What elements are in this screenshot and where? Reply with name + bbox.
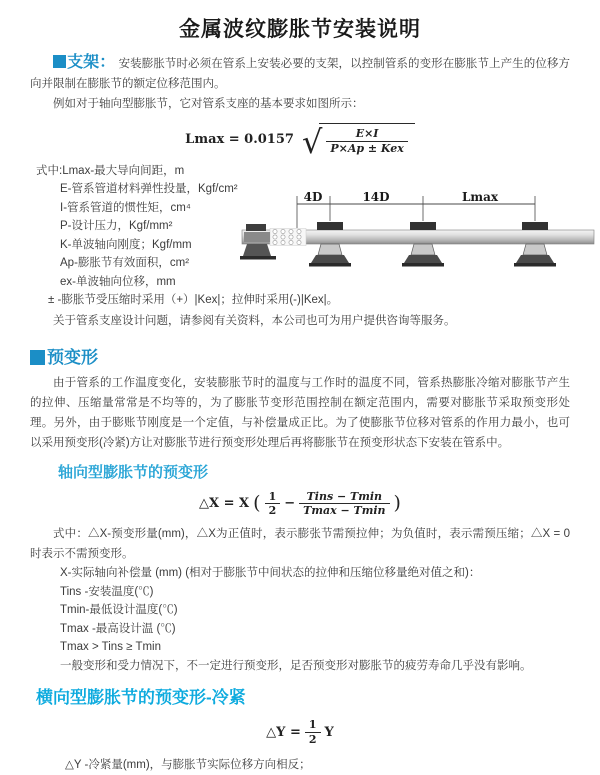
axial-def-line: Tmax > Tins ≥ Tmin [60,641,161,653]
definition-line: ex-单波轴向位移，mm [60,275,176,288]
definition-line: I-管系管道的惯性矩，cm⁴ [60,201,191,214]
support-note-line: 关于管系支座设计问题，请参阅有关资料，本公司也可为用户提供咨询等服务。 [53,314,456,327]
one-half-fraction: $\frac{1}{2}$ [305,718,321,747]
sqrt-symbol-icon: √ [301,122,323,161]
definition-line: K-单波轴向刚度；Kgf/mm [60,238,192,251]
support-intro-text: 安装膨胀节时必须在管系上安装必要的支架，以控制管系的变形在膨胀节上产生的位移方向并限制在膨胀节的额定位移范围内。 [30,58,570,90]
lmax-fraction [326,127,407,156]
dim-label-14d: 14D [362,189,390,204]
support-section-heading: 支架： [53,54,115,71]
axial-def-line: 一般变形和受力情况下，不一定进行预变形，足否预变形对膨胀节的疲劳寿命几乎没有影响。 [60,659,532,672]
axial-subheading: 轴向型膨胀节的预变形 [58,463,209,481]
axial-formula [0,490,600,519]
lmax-formula-prefix: Lmax = 0.0157 [185,131,294,147]
lmax-fraction-numerator: E×I [355,127,379,140]
axial-def-line: X-实际轴向补偿量 (mm) (相对于膨胀节中间状态的拉伸和压缩位移量绝对值之和)： [60,567,481,579]
dim-label-4d: 4D [303,189,323,204]
lateral-formula [0,718,600,747]
support-intro-paragraph [30,53,570,94]
definition-line: ± -膨胀节受压缩时采用（+）|Kex|；拉伸时采用(-)|Kex|。 [48,294,339,306]
page-title: 金属波纹膨胀节安装说明 [179,18,421,41]
lmax-fraction-denominator: P×Ap ± Kex [326,141,407,156]
left-paren: ( [253,491,261,514]
definition-line: Ap-膨胀节有效面积，cm² [60,257,190,269]
definitions-and-diagram [36,162,600,310]
definition-line: 式中:Lmax-最大导向间距，m [36,164,185,177]
axial-def-line: Tmin-最低设计温度(℃) [60,604,178,616]
right-paren: ) [393,491,401,514]
axial-explain-paragraph: 式中：△X-预变形量(mm)，△X为正值时，表示膨张节需预拉伸；为负值时，表示需预压缩；△X = 0时表示不需预变形。 [30,528,570,560]
predeform-section-heading: 预变形 [30,343,600,368]
bellows-icon [270,228,306,245]
lateral-formula-lhs: △Y = [266,724,301,740]
section-square-icon [30,350,45,365]
dim-label-lmax: Lmax [461,189,499,204]
minus-sign: − [284,496,296,512]
support-example-line: 例如对于轴向型膨胀节，它对管系支座的基本要求如图所示： [53,98,364,110]
axial-def-line: Tmax -最高设计温 (℃) [60,622,176,635]
axial-def-line: Tins -安装温度(℃) [60,585,154,598]
section-square-icon [53,55,66,68]
lateral-formula-rhs: Y [324,724,334,740]
pipe-support-diagram [240,188,596,284]
axial-formula-lhs: △X = X [199,496,250,512]
lmax-formula [0,122,600,161]
lateral-subheading: 横向型膨胀节的预变形-冷紧 [36,688,246,707]
one-half-fraction: $\frac{1}{2}$ [265,490,281,519]
predeform-paragraph: 由于管系的工作温度变化，安装膨胀节时的温度与工作时的温度不同，管系热膨胀冷缩对膨胀节产生的拉伸、压缩量常常是不均等的，为了膨胀节变形范围控制在额定范围内，需要对膨胀节采取预变形处理。另外，由于膨账节刚度是一个定值，与补偿量成正比。为了使膨胀节位移对管系的作用力最小，也可以采用预变形(冷紧)方让对膨胀节进行预变形处理后再将膨胀节在预变形状态下安装在管系中。 [30,376,570,449]
sqrt-radical [301,122,415,161]
temperature-fraction: $\frac{\text{Tins − Tmin}}{Tmax - Tmin}$ [299,490,389,519]
sqrt-body [319,123,414,156]
definition-line: P-设计压力，Kgf/mm² [60,220,173,232]
definition-line: E-管系管道材料弹性投量，Kgf/cm² [60,183,238,195]
lateral-def-line: △Y -冷紧量(mm)，与膨胀节实际位移方向相反； [65,758,311,771]
